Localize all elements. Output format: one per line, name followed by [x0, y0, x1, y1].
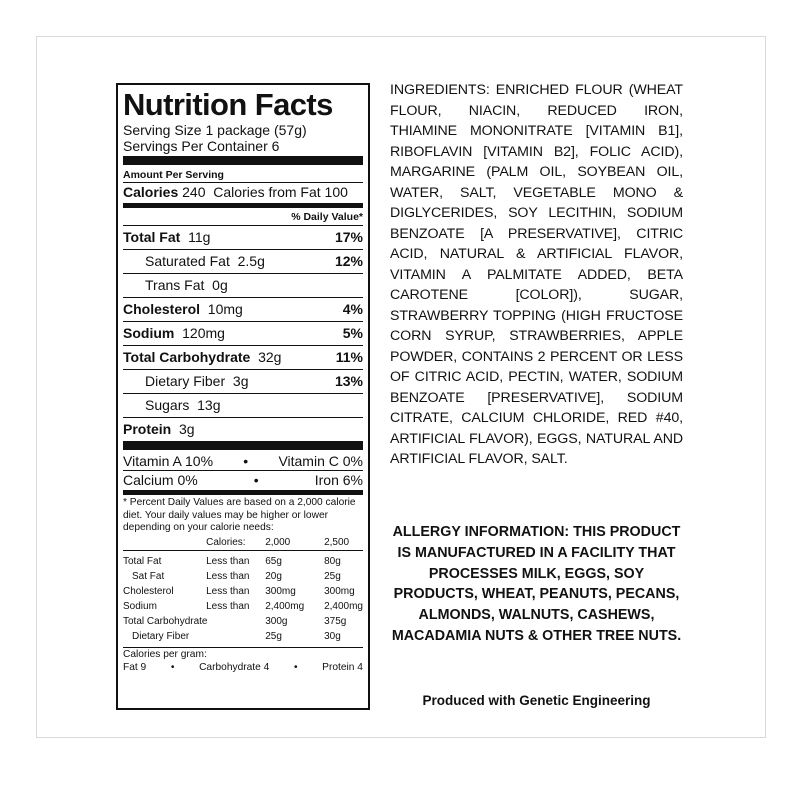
table-cell: 25g	[324, 570, 341, 582]
daily-value-header: % Daily Value*	[291, 211, 363, 223]
nutrient-row-cholesterol	[123, 297, 363, 321]
nutrient-label: Sodium	[123, 325, 175, 341]
table-row	[123, 629, 363, 644]
calories-per-gram-protein: Protein 4	[322, 661, 363, 673]
table-cell: 2,400mg	[324, 600, 363, 612]
daily-value-footnote: * Percent Daily Values are based on a 2,000 calorie diet. Your daily values may be higher or lower depending on your calorie needs:	[123, 497, 356, 533]
nutrient-amount: 10mg	[207, 301, 243, 317]
nutrient-dv: 4%	[342, 301, 363, 317]
calories-row	[123, 182, 363, 201]
nutrient-dv: 5%	[342, 325, 363, 341]
calories-label: Calories	[123, 184, 179, 200]
nutrient-label: Sugars	[145, 397, 190, 413]
nutrient-amount: 11g	[188, 229, 211, 245]
table-cell: 20g	[265, 570, 282, 582]
divider-thick	[123, 156, 363, 165]
nutrient-amount: 2.5g	[237, 253, 265, 269]
ingredients-text: INGREDIENTS: ENRICHED FLOUR (WHEAT FLOUR, NIACIN, REDUCED IRON, THIAMINE MONONITRATE [VITAMIN B1], RIBOFLAVIN [VITAMIN B2], FOLIC ACID), MARGARINE (PALM OIL, SOYBEAN OIL, WATER, SALT, VEGETABLE MONO & DIGLYCERIDES, SOY LECITHIN, SODIUM BENZOATE [A PRESERVATIVE], CITRIC ACID, NATURAL & ARTIFICIAL FLAVOR, VITAMIN A PALMITATE ADDED, BETA CAROTENE [COLOR]), SUGAR, STRAWBERRY TOPPING (HIGH FRUCTOSE CORN SYRUP, STRAWBERRIES, APPLE POWDER, CONTAINS 2 PERCENT OR LESS OF CITRIC ACID, PECTIN, WATER, SODIUM BENZOATE [PRESERVATIVE], SODIUM CITRATE, CALCIUM CHLORIDE, RED #40, ARTIFICIAL FLAVOR), EGGS, NATURAL AND ARTIFICIAL FLAVOR, SALT.	[390, 82, 683, 467]
serving-size: Serving Size 1 package (57g)	[123, 122, 307, 138]
calories-from-fat: Calories from Fat 100	[213, 184, 348, 200]
nutrient-row-total-carbohydrate	[123, 345, 363, 369]
table-cell: Sodium	[123, 600, 157, 612]
nutrition-title: Nutrition Facts	[123, 87, 333, 122]
calories-value: 240	[182, 184, 206, 200]
nutrient-label: Total Carbohydrate	[123, 349, 251, 365]
nutrient-dv: 13%	[334, 373, 363, 389]
servings-per-container: Servings Per Container 6	[123, 138, 280, 154]
nutrient-label: Trans Fat	[145, 277, 205, 293]
nutrient-dv: 12%	[334, 253, 363, 269]
allergy-information: ALLERGY INFORMATION: THIS PRODUCT IS MANUFACTURED IN A FACILITY THAT PROCESSES MILK, EGGS, SOY PRODUCTS, WHEAT, PEANUTS, PECANS, ALMONDS, WALNUTS, CASHEWS, MACADAMIA NUTS & OTHER TREE NUTS.	[391, 524, 682, 644]
nutrient-label: Dietary Fiber	[145, 373, 226, 389]
vitamin-row	[123, 452, 363, 470]
nutrient-label: Cholesterol	[123, 301, 201, 317]
calories-per-gram-fat: Fat 9	[123, 661, 147, 673]
table-cell: 300g	[265, 615, 288, 627]
calories-per-gram-label: Calories per gram:	[123, 648, 207, 660]
amount-per-serving: Amount Per Serving	[123, 169, 224, 181]
table-row	[123, 569, 363, 584]
divider-mid	[123, 203, 363, 208]
nutrition-facts-panel	[116, 83, 370, 710]
vitamin-row	[123, 470, 363, 489]
table-cell: Sat Fat	[132, 570, 165, 582]
table-row	[123, 614, 363, 629]
nutrient-row-trans-fat	[123, 273, 363, 297]
table-cell: 30g	[324, 630, 341, 642]
table-cell: 65g	[265, 555, 282, 567]
nutrient-dv: 17%	[334, 229, 363, 245]
table-cell: 300mg	[324, 585, 355, 597]
table-cell: 2,500	[324, 536, 350, 548]
nutrient-amount: 3g	[179, 421, 195, 437]
nutrient-row-protein	[123, 417, 363, 441]
daily-values-table	[123, 535, 363, 644]
bullet-icon: •	[170, 661, 175, 673]
nutrient-row-sugars	[123, 393, 363, 417]
table-cell: 80g	[324, 555, 341, 567]
divider-thick	[123, 441, 363, 450]
table-cell: Cholesterol	[123, 585, 174, 597]
table-row	[123, 554, 363, 569]
table-cell: Dietary Fiber	[132, 630, 190, 642]
nutrient-amount: 0g	[212, 277, 228, 293]
vitamin-left: Vitamin A 10%	[123, 453, 214, 469]
table-cell	[123, 535, 206, 551]
table-cell: 300mg	[265, 585, 296, 597]
table-cell: 25g	[265, 630, 282, 642]
vitamin-right: Vitamin C 0%	[278, 453, 363, 469]
calories-per-gram-row	[123, 661, 363, 674]
nutrient-dv: 11%	[335, 349, 363, 365]
nutrient-row-dietary-fiber	[123, 369, 363, 393]
table-cell: 375g	[324, 615, 347, 627]
nutrient-row-saturated-fat	[123, 249, 363, 273]
nutrient-label: Total Fat	[123, 229, 181, 245]
table-cell: Total Fat	[123, 555, 162, 567]
nutrient-row-total-fat	[123, 225, 363, 249]
table-cell: Calories:	[206, 536, 246, 548]
table-cell: Less than	[206, 570, 250, 582]
table-cell: 2,400mg	[265, 600, 305, 612]
nutrient-label: Saturated Fat	[145, 253, 230, 269]
nutrient-amount: 3g	[232, 373, 249, 389]
vitamin-right: Iron 6%	[314, 472, 363, 488]
table-row	[123, 584, 363, 599]
table-cell: 2,000	[265, 536, 291, 548]
table-row	[123, 599, 363, 614]
nutrient-amount: 13g	[197, 397, 221, 413]
table-cell: Total Carbohydrate	[123, 615, 208, 627]
bullet-icon: •	[253, 472, 259, 488]
table-cell: Less than	[206, 555, 250, 567]
nutrient-amount: 32g	[258, 349, 282, 365]
nutrient-row-sodium	[123, 321, 363, 345]
nutrient-amount: 120mg	[182, 325, 225, 341]
bullet-icon: •	[293, 661, 298, 673]
calories-per-gram-carbohydrate: Carbohydrate 4	[199, 661, 270, 673]
table-cell: Less than	[206, 585, 250, 597]
bullet-icon: •	[243, 453, 249, 469]
table-cell: Less than	[206, 600, 250, 612]
genetic-engineering-note: Produced with Genetic Engineering	[422, 693, 651, 708]
vitamin-left: Calcium 0%	[123, 472, 198, 488]
table-header-row	[123, 535, 363, 551]
nutrient-label: Protein	[123, 421, 172, 437]
